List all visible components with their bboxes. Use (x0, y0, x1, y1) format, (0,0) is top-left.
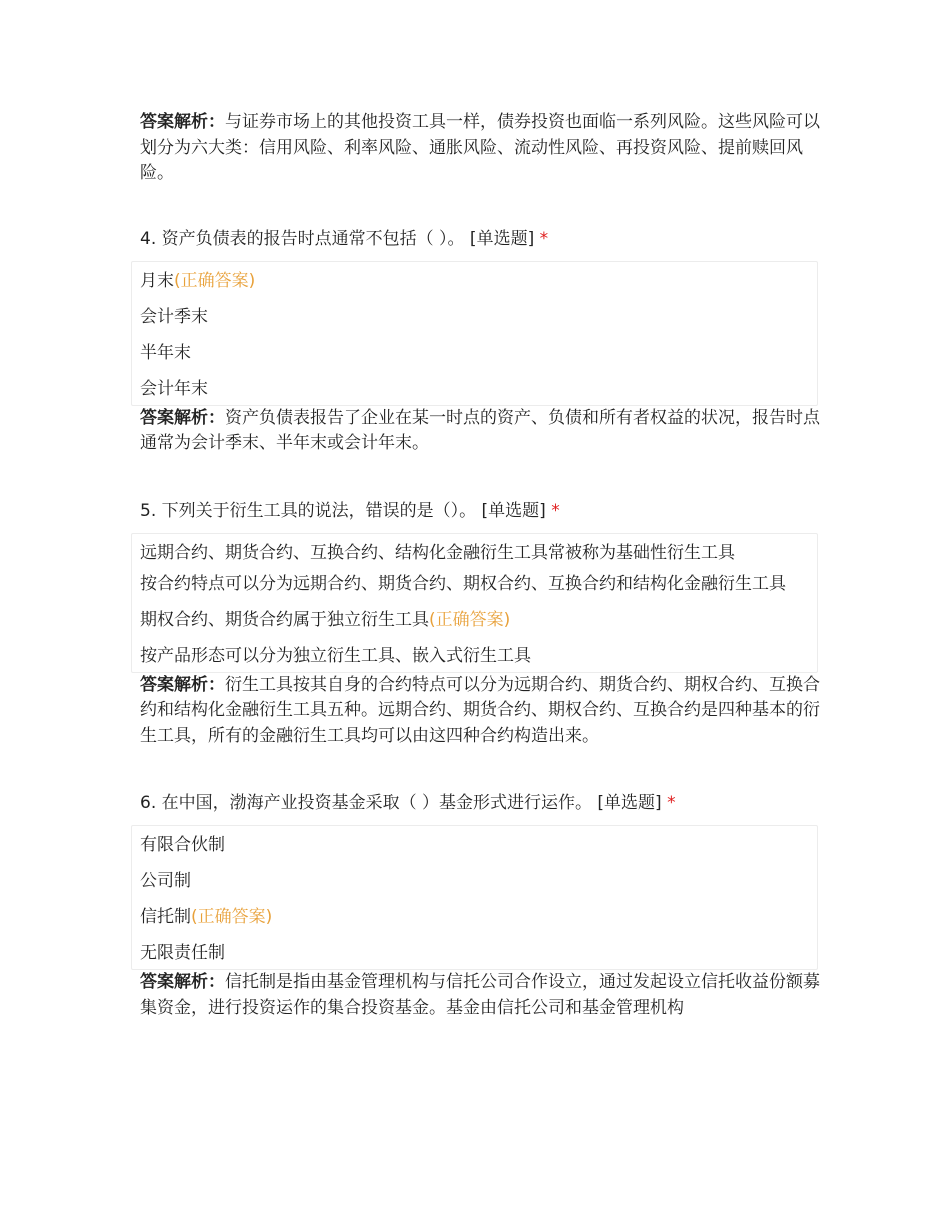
option-label: 公司制 (140, 871, 191, 891)
option-list (131, 533, 818, 673)
answer-analysis-q5 (140, 673, 820, 750)
option-d[interactable] (140, 642, 809, 671)
option-label: 按产品形态可以分为独立衍生工具、嵌入式衍生工具 (140, 645, 531, 666)
option-d[interactable] (140, 375, 809, 404)
required-star: * (539, 228, 549, 249)
option-label: 无限责任制 (140, 943, 225, 963)
option-label: 月末 (140, 270, 174, 291)
option-label: 有限合伙制 (140, 835, 225, 855)
analysis-label: 答案解析： (140, 407, 225, 428)
question-text: 5. 下列关于衍生工具的说法，错误的是（）。 [单选题] (140, 500, 546, 521)
required-star: * (551, 500, 560, 521)
question-block-5 (140, 499, 820, 750)
correct-answer-tag: (正确答案) (191, 907, 273, 927)
question-block-4 (140, 227, 820, 457)
option-a[interactable] (140, 539, 809, 568)
question-title (140, 227, 820, 251)
option-b[interactable] (140, 303, 809, 332)
analysis-text: 资产负债表报告了企业在某一时点的资产、负债和所有者权益的状况，报告时点通常为会计季末、半年末或会计年末。 (140, 407, 820, 453)
option-label: 会计季末 (140, 306, 208, 327)
analysis-text: 与证券市场上的其他投资工具一样，债券投资也面临一系列风险。这些风险可以划分为六大类：信用风险、利率风险、通胀风险、流动性风险、再投资风险、提前赎回风险。 (140, 112, 820, 183)
option-b[interactable] (140, 570, 809, 599)
option-b[interactable] (140, 867, 809, 896)
option-list (131, 261, 818, 406)
option-c[interactable] (140, 903, 809, 932)
option-label: 会计年末 (140, 378, 208, 399)
option-label: 期权合约、期货合约属于独立衍生工具 (140, 609, 429, 630)
analysis-label: 答案解析： (140, 972, 225, 992)
option-a[interactable] (140, 267, 809, 296)
analysis-text: 信托制是指由基金管理机构与信托公司合作设立，通过发起设立信托收益份额募集资金，进行投资运作的集合投资基金。基金由信托公司和基金管理机构 (140, 972, 820, 1018)
correct-answer-tag: (正确答案) (174, 270, 256, 291)
analysis-text: 衍生工具按其自身的合约特点可以分为远期合约、期货合约、期权合约、互换合约和结构化金融衍生工具五种。远期合约、期货合约、期权合约、互换合约是四种基本的衍生工具，所有的金融衍生工具均可以由这四种合约构造出来。 (140, 674, 820, 746)
option-c[interactable] (140, 606, 809, 635)
option-a[interactable] (140, 831, 809, 860)
analysis-label: 答案解析： (140, 112, 225, 132)
question-text: 4. 资产负债表的报告时点通常不包括（ ）。 [单选题] (140, 228, 535, 249)
option-d[interactable] (140, 939, 809, 968)
answer-analysis-q3 (140, 110, 820, 187)
option-c[interactable] (140, 339, 809, 368)
option-label: 远期合约、期货合约、互换合约、结构化金融衍生工具常被称为基础性衍生工具 (140, 542, 735, 563)
quiz-answer-sheet (140, 110, 820, 1021)
answer-analysis-q4 (140, 406, 820, 457)
answer-analysis-q6 (140, 970, 820, 1021)
required-star: * (667, 793, 676, 813)
option-label: 半年末 (140, 342, 191, 363)
option-label: 按合约特点可以分为远期合约、期货合约、期权合约、互换合约和结构化金融衍生工具 (140, 573, 786, 594)
option-list (131, 825, 818, 970)
option-label: 信托制 (140, 907, 191, 927)
question-text: 6. 在中国，渤海产业投资基金采取（ ）基金形式进行运作。 [单选题] (140, 793, 662, 813)
analysis-label: 答案解析： (140, 674, 225, 695)
correct-answer-tag: (正确答案) (429, 609, 511, 630)
question-title (140, 791, 820, 815)
question-title (140, 499, 820, 523)
question-block-6 (140, 791, 820, 1021)
